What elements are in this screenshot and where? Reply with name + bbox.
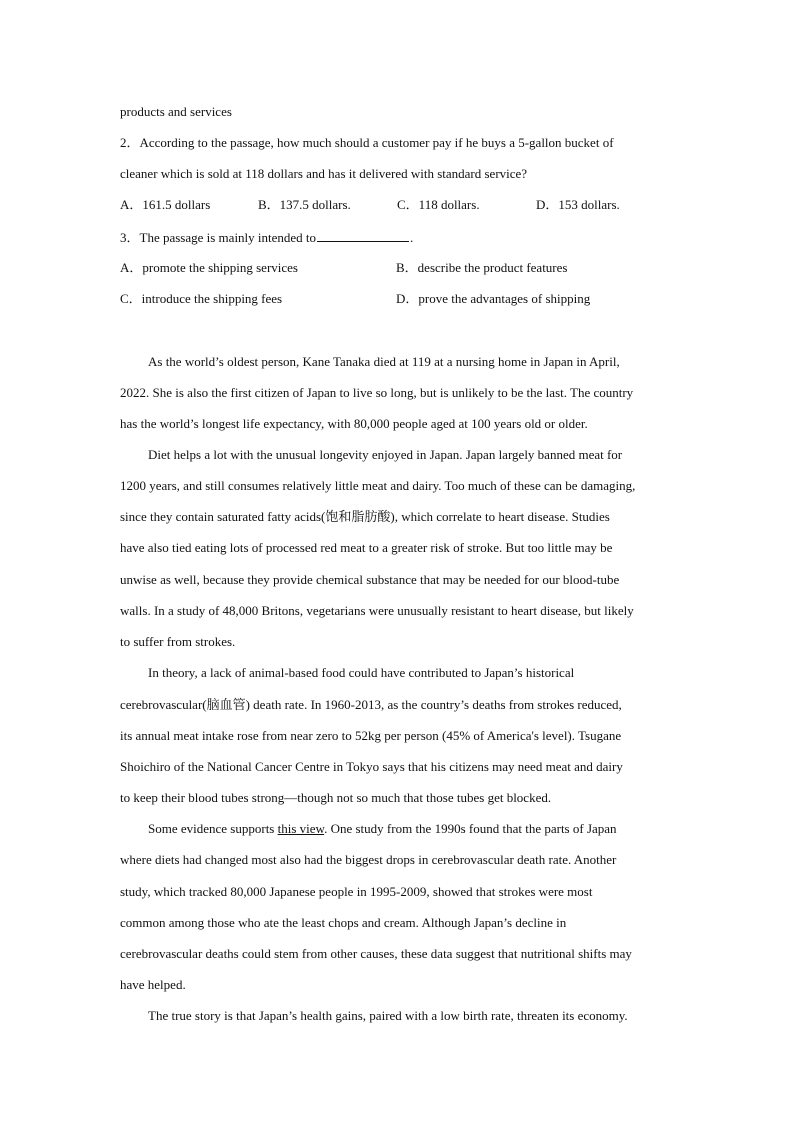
question-2-option-d: D．153 dollars. [536,197,620,212]
paragraph-text: . One study from the 1990s found that the parts of Japan [324,821,617,836]
paragraph-line: unwise as well, because they provide chemical substance that may be needed for our blood-tube [120,572,620,587]
question-3-stem-end: . [410,230,414,245]
paragraph-line: have helped. [120,977,186,992]
question-2-stem-line-1: 2．According to the passage, how much should a customer pay if he buys a 5-gallon bucket of [120,135,614,150]
paragraph-line: cerebrovascular deaths could stem from other causes, these data suggest that nutritional shifts may [120,946,632,961]
paragraph-line: to suffer from strokes. [120,634,236,649]
paragraph-line: to keep their blood tubes strong—though not so much that those tubes get blocked. [120,790,552,805]
paragraph-line: have also tied eating lots of processed red meat to a greater risk of stroke. But too little may be [120,540,613,555]
paragraph-line: Diet helps a lot with the unusual longevity enjoyed in Japan. Japan largely banned meat for [148,447,623,462]
paragraph-line: its annual meat intake rose from near zero to 52kg per person (45% of America's level). Tsugane [120,728,622,743]
question-3-stem-text: 3．The passage is mainly intended to [120,230,317,245]
question-2-option-b: B．137.5 dollars. [258,197,351,212]
question-2-stem-line-2: cleaner which is sold at 118 dollars and has it delivered with standard service? [120,166,528,181]
paragraph-line: 2022. She is also the first citizen of Japan to live so long, but is unlikely to be the last. The country [120,385,634,400]
question-3-option-a: A．promote the shipping services [120,260,298,275]
question-3-option-d: D．prove the advantages of shipping [396,291,591,306]
paragraph-line: common among those who ate the least chops and cream. Although Japan’s decline in [120,915,567,930]
paragraph-line: cerebrovascular(脑血管) death rate. In 1960-2013, as the country’s deaths from strokes reduced, [120,697,622,712]
paragraph-line: since they contain saturated fatty acids(饱和脂肪酸), which correlate to heart disease. Studies [120,509,610,524]
question-2-option-a: A．161.5 dollars [120,197,211,212]
paragraph-line: Shoichiro of the National Cancer Centre in Tokyo says that his citizens may need meat and dairy [120,759,623,774]
paragraph-line: where diets had changed most also had the biggest drops in cerebrovascular death rate. Another [120,852,617,867]
paragraph-line: In theory, a lack of animal-based food could have contributed to Japan’s historical [148,665,575,680]
previous-option-fragment: products and services [120,104,232,119]
question-3-option-c: C．introduce the shipping fees [120,291,283,306]
answer-blank [317,229,409,242]
paragraph-text: Some evidence supports [148,821,278,836]
paragraph-line: walls. In a study of 48,000 Britons, vegetarians were unusually resistant to heart disease, but likely [120,603,634,618]
paragraph-line: The true story is that Japan’s health gains, paired with a low birth rate, threaten its economy. [148,1008,628,1023]
underlined-phrase: this view [277,821,325,836]
paragraph-line: has the world’s longest life expectancy, with 80,000 people aged at 100 years old or older. [120,416,588,431]
question-3-stem [120,229,680,245]
question-3-option-b: B．describe the product features [396,260,568,275]
paragraph-line: 1200 years, and still consumes relatively little meat and dairy. Too much of these can be damaging, [120,478,636,493]
paragraph-line: study, which tracked 80,000 Japanese people in 1995-2009, showed that strokes were most [120,884,593,899]
question-2-option-c: C．118 dollars. [397,197,480,212]
paragraph-line [120,821,680,837]
document-page [120,0,680,1123]
paragraph-line: As the world’s oldest person, Kane Tanaka died at 119 at a nursing home in Japan in April, [148,354,620,369]
